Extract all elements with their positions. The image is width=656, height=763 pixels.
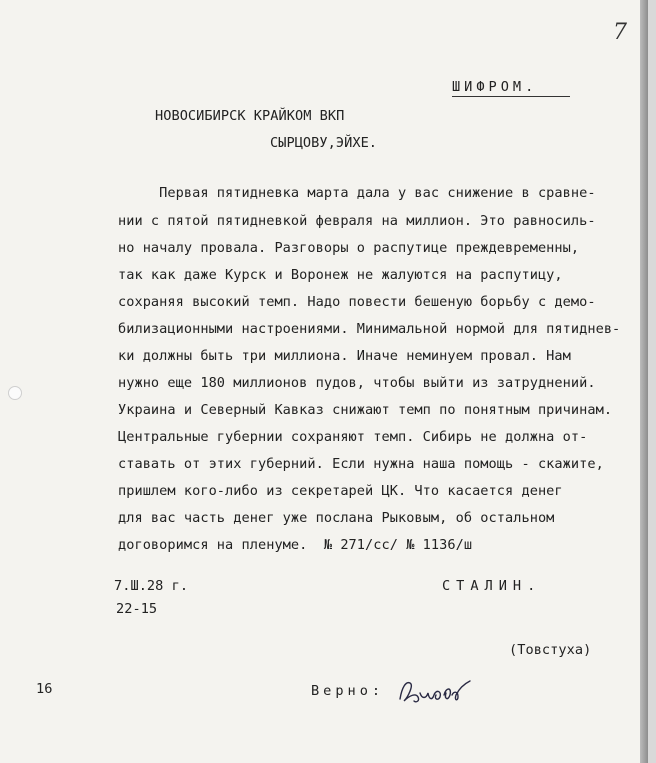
- cipher-label: ШИФРОМ.: [452, 79, 538, 95]
- archive-number: 16: [36, 681, 53, 697]
- body-line: так как даже Курск и Воронеж не жалуются на распутицу,: [118, 267, 563, 283]
- body-line: ставать от этих губерний. Если нужна наша помощь - скажите,: [118, 456, 604, 472]
- body-line: Первая пятидневка марта дала у вас снижение в сравне-: [118, 185, 596, 201]
- cipher-underline: [452, 96, 570, 97]
- punch-hole: [8, 386, 22, 400]
- reference-number: 22-15: [116, 601, 158, 617]
- page-edge-shadow: [640, 0, 648, 763]
- author-signature-name: СТАЛИН.: [442, 578, 542, 594]
- page-number: 7: [613, 20, 627, 45]
- copyist-name: (Товстуха): [509, 642, 592, 658]
- address-line-1: НОВОСИБИРСК КРАЙКОМ ВКП: [155, 108, 345, 124]
- body-line: нии с пятой пятидневкой февраля на миллион. Это равносиль-: [118, 213, 596, 229]
- body-line: Центральные губернии сохраняют темп. Сибирь не должна от-: [118, 429, 588, 445]
- body-line: договоримся на пленуме. № 271/сс/ № 1136/ш: [118, 537, 473, 553]
- verified-label: Верно:: [311, 683, 385, 699]
- handwritten-signature: [396, 673, 474, 709]
- body-line: билизационными настроениями. Минимальной нормой для пятиднев-: [118, 321, 621, 337]
- body-line: ки должны быть три миллиона. Иначе неминуем провал. Нам: [118, 348, 571, 364]
- address-line-2: СЫРЦОВУ,ЭЙХЕ.: [270, 135, 378, 151]
- body-line: нужно еще 180 миллионов пудов, чтобы выйти из затруднений.: [118, 375, 596, 391]
- body-line: для вас часть денег уже послана Рыковым, об остальном: [118, 510, 555, 526]
- body-line: сохраняя высокий темп. Надо повести бешеную борьбу с демо-: [118, 294, 596, 310]
- body-line: но началу провала. Разговоры о распутице преждевременны,: [118, 240, 580, 256]
- body-line: Украина и Северный Кавказ снижают темп по понятным причинам.: [118, 402, 613, 418]
- body-line: пришлем кого-либо из секретарей ЦК. Что касается денег: [118, 483, 563, 499]
- document-date: 7.Ш.28 г.: [114, 578, 189, 594]
